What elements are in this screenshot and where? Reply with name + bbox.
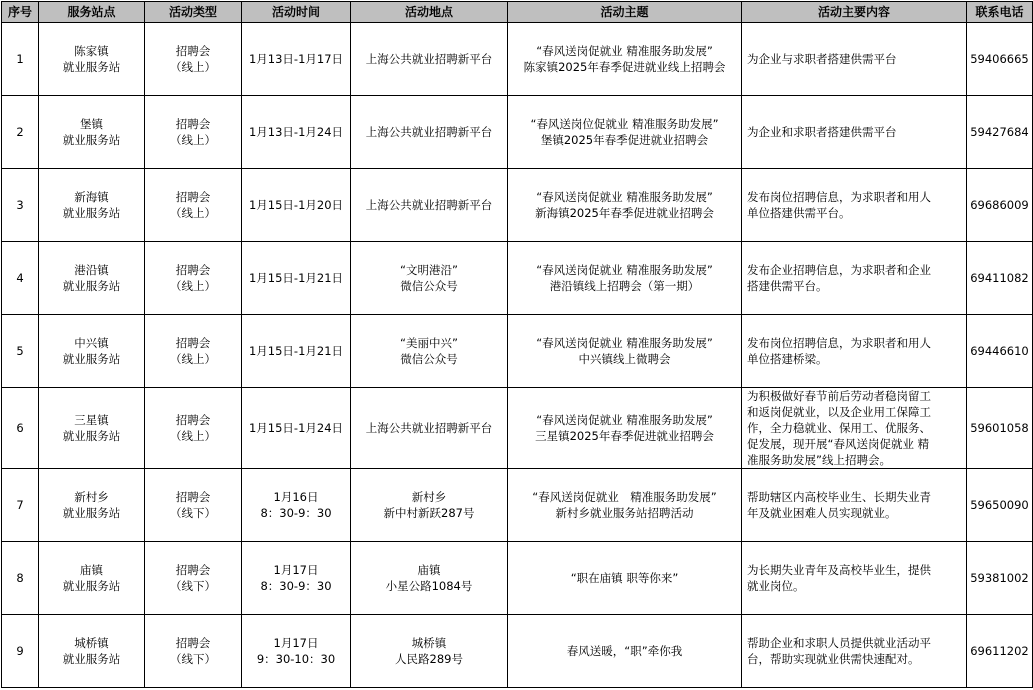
table-row: [2, 242, 1033, 315]
activity-type-cell: 招聘会 （线上）: [145, 23, 242, 96]
activity-place-cell: 上海公共就业招聘新平台: [351, 96, 508, 169]
activity-place-cell: 上海公共就业招聘新平台: [351, 23, 508, 96]
table-body: [2, 23, 1033, 688]
table-row: [2, 388, 1033, 469]
table-row: [2, 169, 1033, 242]
activity-time-cell: 1月15日-1月21日: [242, 315, 351, 388]
station-cell: 陈家镇 就业服务站: [39, 23, 145, 96]
row-number-cell: 3: [2, 169, 39, 242]
activity-theme-cell: 春风送暖，“职”牵你我: [508, 615, 742, 688]
station-cell: 堡镇 就业服务站: [39, 96, 145, 169]
header-cell-station: 服务站点: [39, 2, 145, 23]
row-number-cell: 9: [2, 615, 39, 688]
row-number-cell: 2: [2, 96, 39, 169]
activity-content-cell: 发布岗位招聘信息，为求职者和用人 单位搭建桥梁。: [742, 315, 967, 388]
activity-content-cell: 为长期失业青年及高校毕业生，提供 就业岗位。: [742, 542, 967, 615]
activity-type-cell: 招聘会 （线上）: [145, 96, 242, 169]
activity-place-cell: 上海公共就业招聘新平台: [351, 169, 508, 242]
row-number-cell: 6: [2, 388, 39, 469]
contact-phone-cell: 59427684: [967, 96, 1033, 169]
contact-phone-cell: 69446610: [967, 315, 1033, 388]
contact-phone-cell: 69411082: [967, 242, 1033, 315]
contact-phone-cell: 59406665: [967, 23, 1033, 96]
header-row: [2, 2, 1033, 23]
activity-time-cell: 1月13日-1月24日: [242, 96, 351, 169]
station-cell: 三星镇 就业服务站: [39, 388, 145, 469]
table-row: [2, 615, 1033, 688]
station-cell: 港沿镇 就业服务站: [39, 242, 145, 315]
table-row: [2, 542, 1033, 615]
row-number-cell: 7: [2, 469, 39, 542]
activity-place-cell: 庙镇 小星公路1084号: [351, 542, 508, 615]
activity-type-cell: 招聘会 （线上）: [145, 388, 242, 469]
activity-theme-cell: “春风送岗促就业 精准服务助发展” 三星镇2025年春季促进就业招聘会: [508, 388, 742, 469]
table-row: [2, 23, 1033, 96]
activity-time-cell: 1月15日-1月24日: [242, 388, 351, 469]
activity-theme-cell: “春风送岗促就业 精准服务助发展” 新海镇2025年春季促进就业招聘会: [508, 169, 742, 242]
station-cell: 城桥镇 就业服务站: [39, 615, 145, 688]
table-row: [2, 469, 1033, 542]
activity-place-cell: 上海公共就业招聘新平台: [351, 388, 508, 469]
activity-theme-cell: “春风送岗促就业 精准服务助发展” 中兴镇线上微聘会: [508, 315, 742, 388]
row-number-cell: 5: [2, 315, 39, 388]
activity-type-cell: 招聘会 （线下）: [145, 615, 242, 688]
contact-phone-cell: 69686009: [967, 169, 1033, 242]
activity-time-cell: 1月15日-1月20日: [242, 169, 351, 242]
table-row: [2, 315, 1033, 388]
activity-type-cell: 招聘会 （线下）: [145, 542, 242, 615]
row-number-cell: 8: [2, 542, 39, 615]
row-number-cell: 1: [2, 23, 39, 96]
header-cell-place: 活动地点: [351, 2, 508, 23]
table-row: [2, 96, 1033, 169]
contact-phone-cell: 59650090: [967, 469, 1033, 542]
station-cell: 新海镇 就业服务站: [39, 169, 145, 242]
activity-content-cell: 为企业和求职者搭建供需平台: [742, 96, 967, 169]
activity-content-cell: 发布企业招聘信息，为求职者和企业 搭建供需平台。: [742, 242, 967, 315]
header-cell-time: 活动时间: [242, 2, 351, 23]
activity-content-cell: 为企业与求职者搭建供需平台: [742, 23, 967, 96]
activity-content-cell: 帮助企业和求职人员提供就业活动平 台，帮助实现就业供需快速配对。: [742, 615, 967, 688]
activity-content-cell: 帮助辖区内高校毕业生、长期失业青 年及就业困难人员实现就业。: [742, 469, 967, 542]
activity-place-cell: 新村乡 新中村新跃287号: [351, 469, 508, 542]
activity-type-cell: 招聘会 （线下）: [145, 469, 242, 542]
activity-type-cell: 招聘会 （线上）: [145, 169, 242, 242]
activity-theme-cell: “春风送岗促就业 精准服务助发展” 新村乡就业服务站招聘活动: [508, 469, 742, 542]
activity-theme-cell: “春风送岗促就业 精准服务助发展” 港沿镇线上招聘会（第一期）: [508, 242, 742, 315]
activity-place-cell: “文明港沿” 微信公众号: [351, 242, 508, 315]
header-cell-type: 活动类型: [145, 2, 242, 23]
station-cell: 中兴镇 就业服务站: [39, 315, 145, 388]
contact-phone-cell: 59601058: [967, 388, 1033, 469]
contact-phone-cell: 69611202: [967, 615, 1033, 688]
activity-time-cell: 1月17日 8：30-9：30: [242, 542, 351, 615]
header-cell-phone: 联系电话: [967, 2, 1033, 23]
station-cell: 新村乡 就业服务站: [39, 469, 145, 542]
header-cell-content: 活动主要内容: [742, 2, 967, 23]
activity-type-cell: 招聘会 （线上）: [145, 242, 242, 315]
activity-content-cell: 发布岗位招聘信息，为求职者和用人 单位搭建供需平台。: [742, 169, 967, 242]
activity-theme-cell: “春风送岗促就业 精准服务助发展” 陈家镇2025年春季促进就业线上招聘会: [508, 23, 742, 96]
activity-content-cell: 为积极做好春节前后劳动者稳岗留工 和返岗促就业，以及企业用工保障工 作，全力稳就业、保用工、优服务、 促发展，现开展“春风送岗促就业 精 准服务助发展”线上招聘会。: [742, 388, 967, 469]
activity-type-cell: 招聘会 （线上）: [145, 315, 242, 388]
row-number-cell: 4: [2, 242, 39, 315]
activity-place-cell: 城桥镇 人民路289号: [351, 615, 508, 688]
activity-theme-cell: “春风送岗位促就业 精准服务助发展” 堡镇2025年春季促进就业招聘会: [508, 96, 742, 169]
activity-place-cell: “美丽中兴” 微信公众号: [351, 315, 508, 388]
activity-time-cell: 1月13日-1月17日: [242, 23, 351, 96]
job-fair-table: [1, 1, 1033, 688]
header-cell-no: 序号: [2, 2, 39, 23]
header-cell-theme: 活动主题: [508, 2, 742, 23]
contact-phone-cell: 59381002: [967, 542, 1033, 615]
station-cell: 庙镇 就业服务站: [39, 542, 145, 615]
activity-theme-cell: “职在庙镇 职等你来”: [508, 542, 742, 615]
activity-time-cell: 1月17日 9：30-10：30: [242, 615, 351, 688]
activity-time-cell: 1月15日-1月21日: [242, 242, 351, 315]
activity-time-cell: 1月16日 8：30-9：30: [242, 469, 351, 542]
